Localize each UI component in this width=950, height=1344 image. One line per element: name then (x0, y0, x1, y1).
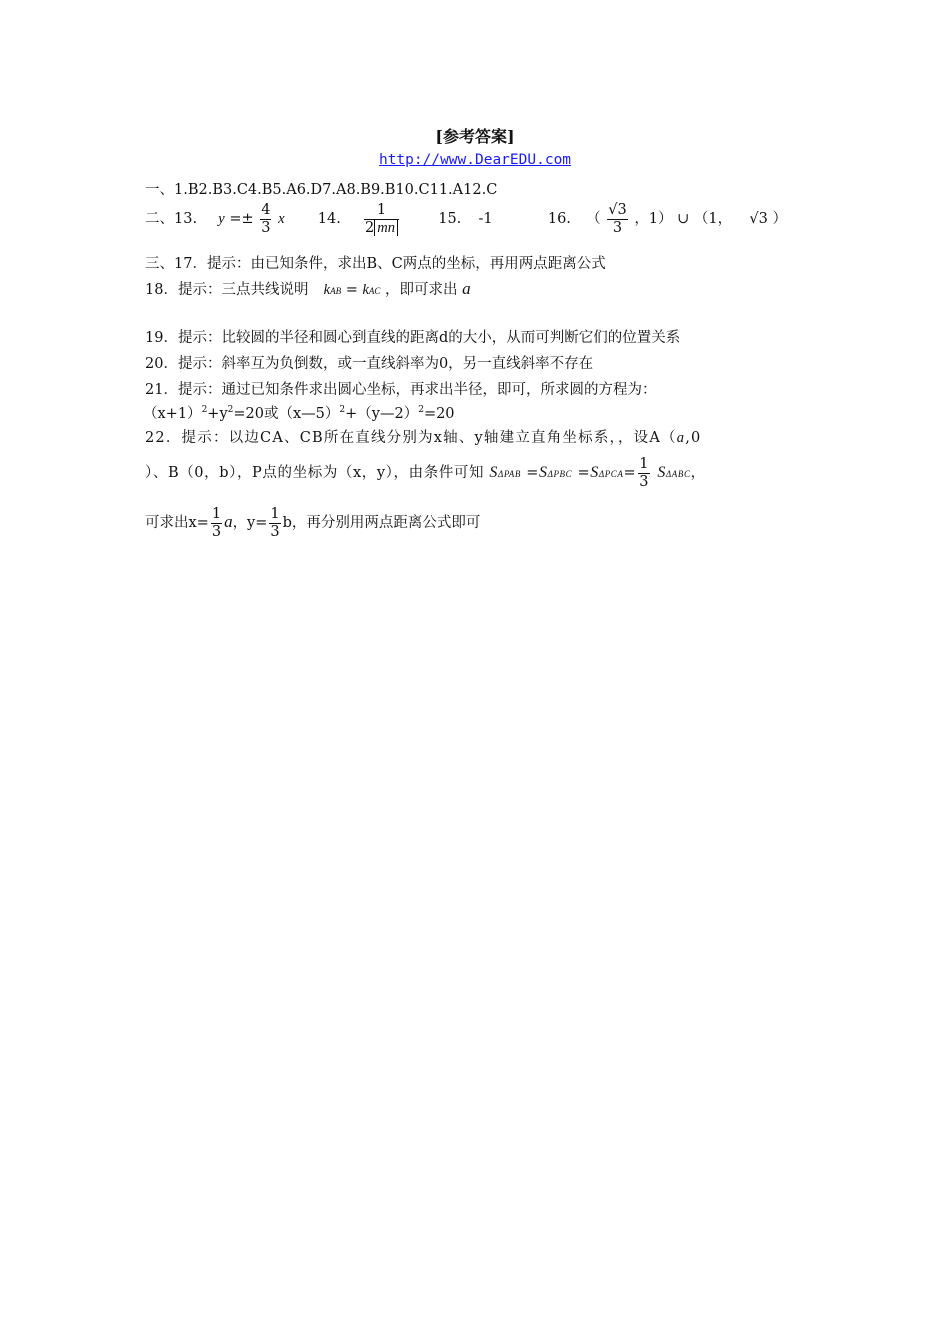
answer-q20: 20．提示：斜率互为负倒数，或一直线斜率为0，另一直线斜率不存在 (145, 356, 594, 372)
answer-q22-line3 (145, 506, 480, 540)
q22-line1-var: a (676, 430, 686, 446)
q21-sup3: 2 (339, 405, 346, 416)
answer-q21-line2 (143, 402, 455, 423)
q15-label: 15. (438, 211, 462, 228)
answer-part2 (145, 202, 787, 236)
q13-fraction (260, 202, 271, 236)
answer-q22-line1 (145, 426, 701, 447)
q16-rest2: （1， (693, 211, 733, 228)
q16-label: 16. (547, 211, 571, 228)
q22-frac-den: 3 (639, 473, 650, 490)
q16-open: （ (586, 211, 601, 228)
q22-y-fraction (269, 506, 280, 540)
q22-sub-pca: ΔPCA (598, 469, 624, 480)
q22-sub-abc: ΔABC (665, 469, 691, 480)
answer-q19: 19．提示：比较圆的半径和圆心到直线的距离d的大小，从而可判断它们的位置关系 (145, 330, 681, 346)
q16-close: ） (772, 211, 787, 228)
q14-den (364, 220, 399, 237)
q13-op: =± (229, 211, 254, 228)
q22-eq3: = (623, 465, 637, 482)
q18-k2: k (362, 282, 369, 298)
q22-sub-pab: ΔPAB (497, 469, 521, 480)
q22-eq2: = (577, 465, 591, 482)
q18-sub2: AC (368, 286, 381, 296)
q21-c: =20或（x—5） (233, 406, 340, 422)
q14-den-abs: mn (374, 220, 398, 236)
q14-den-coef: 2 (365, 219, 375, 236)
q18-sub1: AB (330, 286, 342, 296)
q22-s4: S (657, 464, 666, 482)
q22-s3: S (590, 464, 599, 482)
q21-sup1: 2 (201, 405, 208, 416)
q16-fraction (607, 202, 627, 236)
q22-s2: S (538, 464, 548, 482)
q22-sub-pbc: ΔPBC (547, 469, 573, 480)
q22-line1-a: 22．提示：以边CA、CB所在直线分别为x轴、y轴建立直角坐标系，，设A（ (145, 430, 677, 446)
q22-y-den: 3 (270, 523, 280, 540)
q21-b: +y (207, 406, 228, 422)
q21-a: （x+1） (143, 406, 202, 422)
q18-eq: = (345, 282, 358, 298)
q16-den: 3 (612, 219, 623, 236)
q22-x-fraction (211, 506, 222, 540)
q22-line3-var: a (224, 512, 233, 532)
q13-var: x (278, 211, 285, 228)
part2-label: 二、13. (145, 211, 198, 228)
q22-s1: S (489, 464, 498, 482)
q18-text: 18．提示：三点共线说明 (145, 282, 309, 298)
q22-line3-a: 可求出x= (145, 515, 209, 532)
q16-rest1: ，1） (634, 211, 673, 228)
q22-line3-c: b，再分别用两点距离公式即可 (282, 515, 481, 532)
q21-d: +（y—2） (345, 406, 419, 422)
q22-y-num: 1 (270, 506, 280, 522)
q21-e: =20 (423, 406, 455, 422)
q18-var: a (462, 279, 471, 298)
q21-sup4: 2 (418, 405, 424, 416)
page-title: [参考答案] (435, 127, 515, 146)
q14-fraction (364, 202, 399, 236)
q22-fraction (638, 456, 650, 490)
q13-lhs: y (218, 211, 225, 228)
q13-den: 3 (261, 219, 271, 236)
answer-q17: 三、17．提示：由已知条件，求出B、C两点的坐标，再用两点距离公式 (145, 256, 606, 272)
website-link[interactable]: http://www.DearEDU.com (378, 152, 572, 168)
q22-line1-b: ,0 (685, 430, 702, 446)
q22-tail: ， (690, 465, 706, 482)
q21-sup2: 2 (227, 405, 234, 416)
answer-q22-line2 (145, 456, 706, 490)
q14-num: 1 (364, 202, 399, 220)
q22-eq1: = (526, 465, 539, 482)
answer-q18 (145, 278, 471, 299)
q22-line3-b: ，y= (232, 515, 268, 532)
q18-k1: k (323, 282, 331, 298)
q22-frac-num: 1 (639, 456, 650, 472)
q15-value: -1 (478, 211, 493, 228)
q22-x-den: 3 (211, 523, 222, 540)
q16-sqrt2: √3 (749, 211, 768, 228)
q22-x-num: 1 (211, 506, 222, 522)
q22-line2-a: ）、B（0，b），P点的坐标为（x，y），由条件可知 (145, 465, 485, 482)
q16-union: ∪ (677, 211, 690, 228)
answer-part1: 一、1.B2.B3.C4.B5.A6.D7.A8.B9.B10.C11.A12.C (145, 182, 498, 198)
answer-q21-line1: 21．提示：通过已知条件求出圆心坐标，再求出半径，即可，所求圆的方程为： (145, 382, 657, 398)
q16-num: √3 (608, 202, 627, 218)
q14-label: 14. (317, 211, 341, 228)
q18-after: ，即可求出 (385, 282, 458, 298)
q13-num: 4 (261, 202, 271, 218)
